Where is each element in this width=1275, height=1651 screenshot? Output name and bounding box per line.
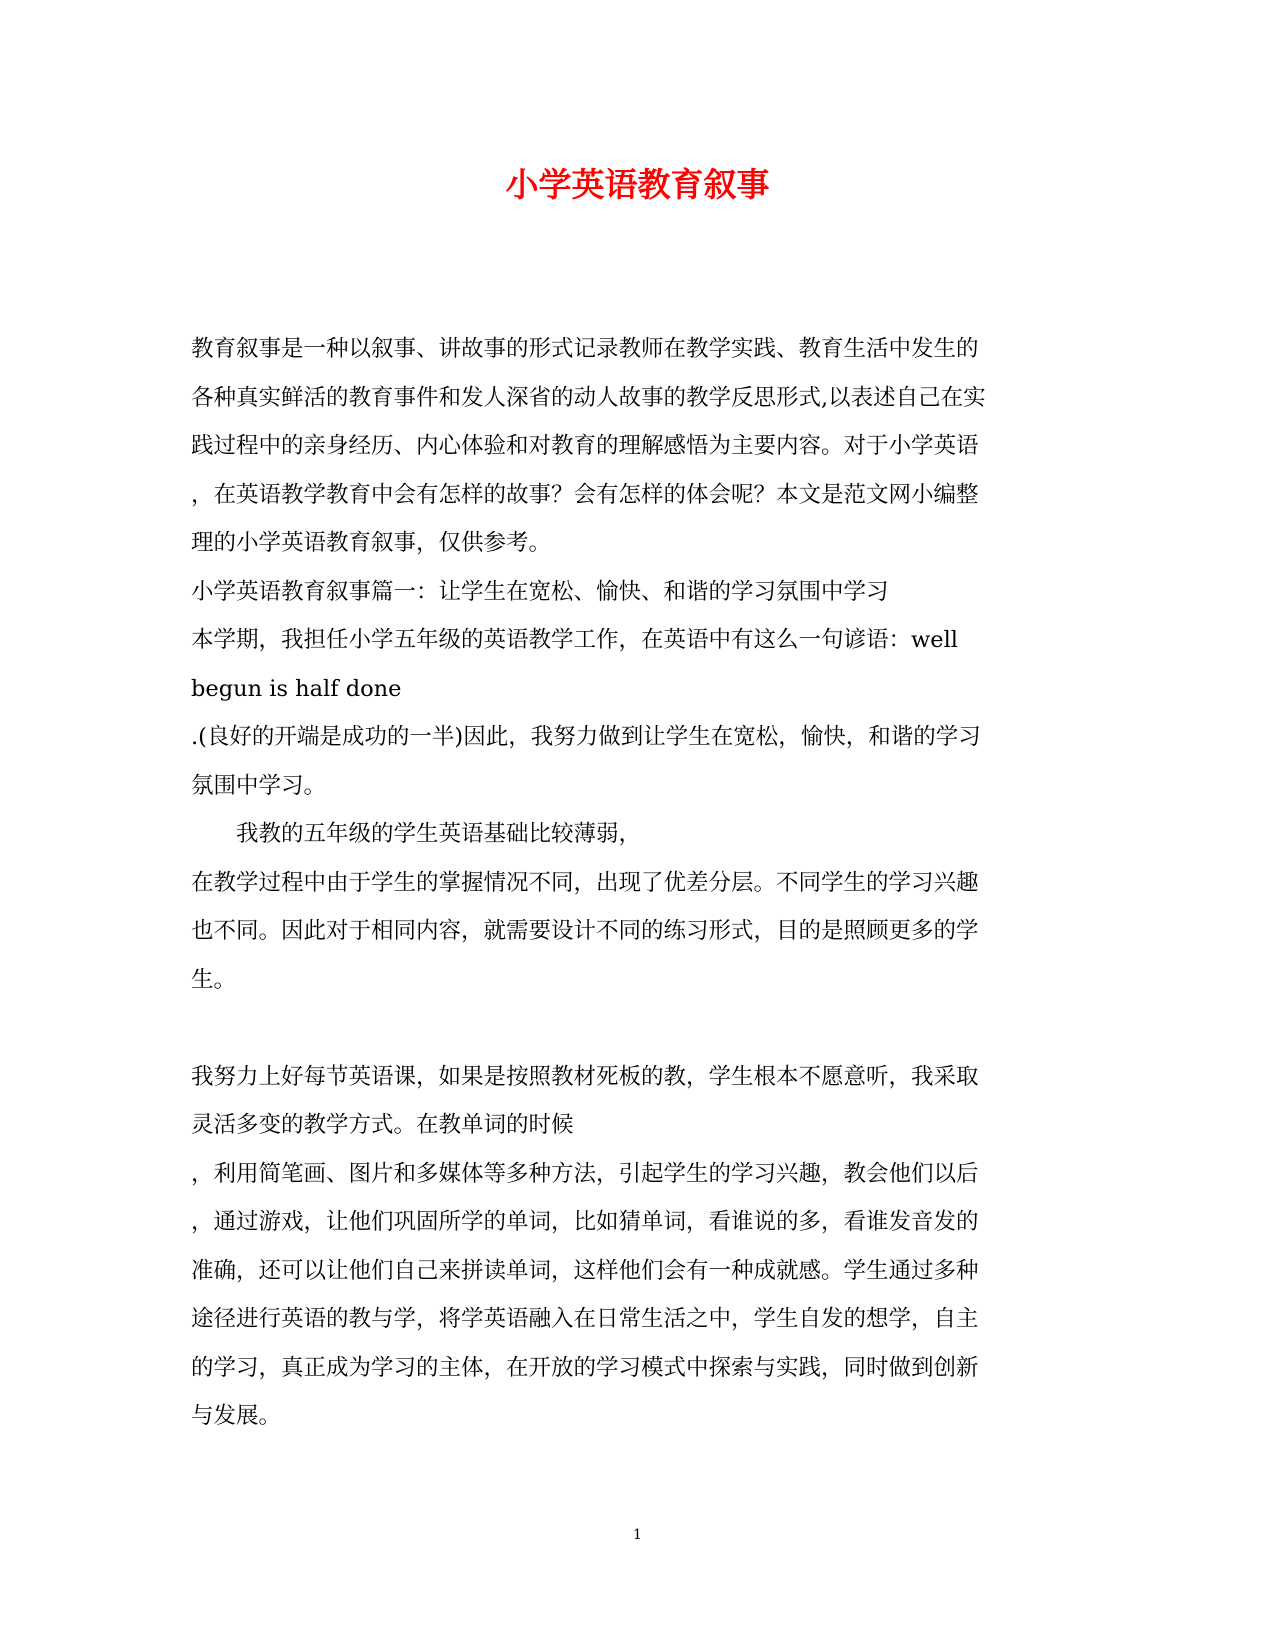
body-line: 氛围中学习。 (191, 772, 327, 799)
body-line: 与发展。 (191, 1403, 282, 1429)
section-heading: 小学英语教育叙事篇一：让学生在宽松、愉快、和谐的学习氛围中学习 (191, 578, 889, 605)
body-line: 生。 (191, 966, 237, 993)
page-number: 1 (633, 1527, 642, 1543)
body-line: 准确，还可以让他们自己来拼读单词，这样他们会有一种成就感。学生通过多种 (191, 1257, 979, 1284)
body-line: 我教的五年级的学生英语基础比较薄弱， (191, 821, 642, 847)
body-line: 我努力上好每节英语课，如果是按照教材死板的教，学生根本不愿意听，我采取 (191, 1063, 979, 1090)
document-title: 小学英语教育叙事 (505, 165, 770, 204)
body-line: 本学期，我担任小学五年级的英语教学工作，在英语中有这么一句谚语：well (191, 627, 958, 653)
body-line: 在教学过程中由于学生的掌握情况不同，出现了优差分层。不同学生的学习兴趣 (191, 869, 979, 896)
document-body (191, 325, 1091, 1441)
body-line: 教育叙事是一种以叙事、讲故事的形式记录教师在教学实践、教育生活中发生的 (191, 336, 979, 362)
body-line: 践过程中的亲身经历、内心体验和对教育的理解感悟为主要内容。对于小学英语 (191, 433, 979, 459)
body-line: 各种真实鲜活的教育事件和发人深省的动人故事的教学反思形式,以表述自己在实 (191, 384, 986, 411)
body-line: ，在英语教学教育中会有怎样的故事？会有怎样的体会呢？本文是范文网小编整 (191, 481, 979, 508)
body-line: 灵活多变的教学方式。在教单词的时候 (191, 1112, 574, 1138)
body-line: ，通过游戏，让他们巩固所学的单词，比如猜单词，看谁说的多，看谁发音发的 (191, 1209, 979, 1235)
body-line: 途径进行英语的教与学，将学英语融入在日常生活之中，学生自发的想学，自主 (191, 1306, 979, 1332)
body-line: ，利用简笔画、图片和多媒体等多种方法，引起学生的学习兴趣，教会他们以后 (191, 1160, 979, 1187)
body-line: 的学习，真正成为学习的主体，在开放的学习模式中探索与实践，同时做到创新 (191, 1354, 979, 1381)
body-line: 理的小学英语教育叙事，仅供参考。 (191, 530, 552, 556)
body-line: 也不同。因此对于相同内容，就需要设计不同的练习形式，目的是照顾更多的学 (191, 918, 979, 944)
body-line: .(良好的开端是成功的一半)因此，我努力做到让学生在宽松，愉快，和谐的学习 (191, 724, 981, 750)
blank-line (191, 1004, 1091, 1053)
body-line: begun is half done (191, 675, 402, 702)
